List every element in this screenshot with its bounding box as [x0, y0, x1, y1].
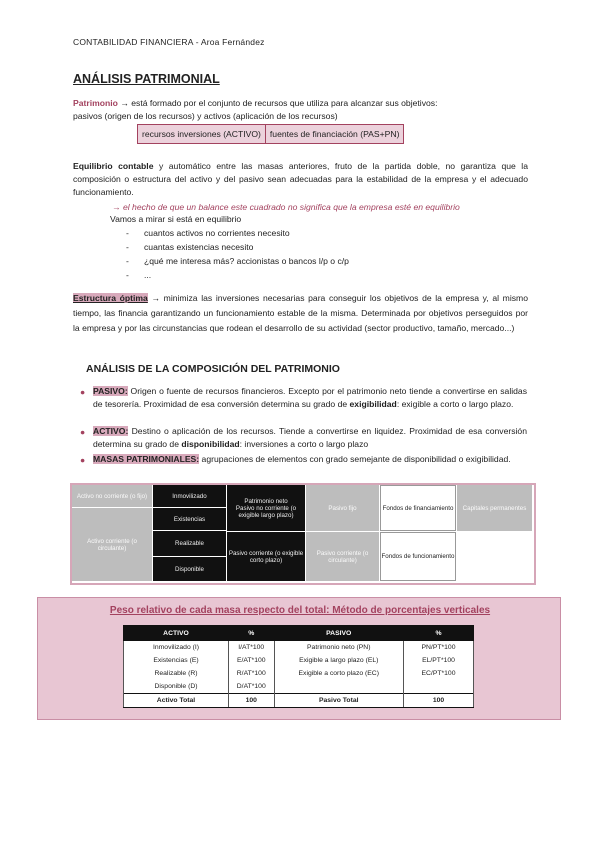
table-row: Realizable (R) R/AT*100 Exigible a corto plazo (EC) EC/PT*100: [124, 667, 474, 680]
bullet-masas: MASAS PATRIMONIALES: agrupaciones de elementos con grado semejante de disponibilidad o exigibilidad.: [93, 454, 511, 464]
table-total-row: Activo Total 100 Pasivo Total 100: [124, 694, 474, 708]
cell-inmovilizado: Inmovilizado: [153, 485, 226, 507]
table-header-row: ACTIVO % PASIVO %: [124, 626, 474, 641]
cell-pc: Pasivo corriente (o exigible corto plazo): [227, 532, 305, 581]
equilibrio-note: → el hecho de que un balance este cuadrado no significa que la empresa esté en equilibrio: [112, 202, 460, 212]
cell-existencias: Existencias: [153, 508, 226, 530]
list-item: - cuantas existencias necesito: [126, 242, 254, 252]
list-item: - ...: [126, 270, 152, 280]
cell-empty: [457, 532, 532, 581]
list-item: - ¿qué me interesa más? accionistas o bancos l/p o c/p: [126, 256, 349, 266]
cell-fondos-fin: Fondos de financiamiento: [380, 485, 456, 531]
box-pasivo: fuentes de financiación (PAS+PN): [265, 125, 404, 143]
cell-activo-c: Activo corriente (o circulante): [72, 508, 152, 581]
porcentajes-title: Peso relativo de cada masa respecto del total: Método de porcentajes verticales: [109, 605, 491, 616]
cell-pn-pnc: Patrimonio neto Pasivo no corriente (o exigible largo plazo): [227, 485, 305, 531]
page-title: ANÁLISIS PATRIMONIAL: [73, 72, 220, 86]
bullet-activo: ACTIVO: Destino o aplicación de los recursos. Tiende a convertirse en liquidez. Proximidad de esa conversión determina su grado de disponibilidad: inversiones a corto o largo plazo: [93, 426, 527, 450]
equilibrio-intro: Vamos a mirar si está en equilibrio: [110, 214, 242, 224]
estructura-text: → minimiza las inversiones necesarias para conseguir los objetivos de la empresa y, al mismo tiempo, las financia garantizando un funcionamiento estable de la misma. Determinada por objetivos perseguidos por la empresa y por las circunstancias que rodean el desarrollo de su actividad (sector productivo, tamaño, mercado...): [73, 293, 528, 333]
table-row: Disponible (D) D/AT*100: [124, 680, 474, 694]
patrimonio-paragraph: [73, 97, 523, 123]
cell-pasivo-circ: Pasivo corriente (o circulante): [306, 532, 379, 581]
document-header: CONTABILIDAD FINANCIERA - Aroa Fernández: [73, 37, 265, 47]
box-activo: recursos inversiones (ACTIVO): [142, 129, 261, 139]
patrimonio-line2: pasivos (origen de los recursos) y activos (aplicación de los recursos): [73, 111, 338, 121]
equilibrio-text: y automático entre las masas anteriores, fruto de la partida doble, no garantiza que la composición o estructura del activo y del pasivo sean adecuadas para la estabilidad de la empresa y el adecuado funcionamiento.: [73, 161, 528, 197]
bullet-icon: ●: [80, 427, 86, 437]
bullet-icon: ●: [80, 455, 86, 465]
porcentajes-table: [123, 625, 474, 708]
estructura-paragraph: [73, 291, 528, 336]
equilibrio-term: Equilibrio contable: [73, 161, 154, 171]
cell-realizable: Realizable: [153, 531, 226, 556]
cell-activo-nc: Activo no corriente (o fijo): [72, 485, 152, 507]
cell-pasivo-fijo: Pasivo fijo: [306, 485, 379, 531]
table-row: Inmovilizado (I) I/AT*100 Patrimonio neto (PN) PN/PT*100: [124, 641, 474, 655]
patrimonio-term: Patrimonio: [73, 98, 118, 108]
equilibrio-paragraph: [73, 160, 528, 199]
patrimonio-line1: → está formado por el conjunto de recursos que utiliza para alcanzar sus objetivos:: [117, 98, 438, 108]
activo-pasivo-box: [137, 124, 404, 144]
bullet-pasivo: PASIVO: Origen o fuente de recursos financieros. Excepto por el patrimonio neto tiende a convertirse en salidas de tesorería. Proximidad de esa conversión determina su grado de exigibilidad: exigible a corto o largo plazo.: [93, 386, 527, 410]
table-row: Existencias (E) E/AT*100 Exigible a largo plazo (EL) EL/PT*100: [124, 654, 474, 667]
estructura-term: Estructura óptima: [73, 293, 148, 303]
cell-capitales-perm: Capitales permanentes: [457, 485, 532, 531]
bullet-icon: ●: [80, 387, 86, 397]
cell-fondos-func: Fondos de funcionamiento: [380, 532, 456, 581]
cell-disponible: Disponible: [153, 557, 226, 581]
list-item: - cuantos activos no corrientes necesito: [126, 228, 290, 238]
section-subtitle: ANÁLISIS DE LA COMPOSICIÓN DEL PATRIMONIO: [86, 363, 340, 375]
masas-table: [70, 483, 536, 585]
